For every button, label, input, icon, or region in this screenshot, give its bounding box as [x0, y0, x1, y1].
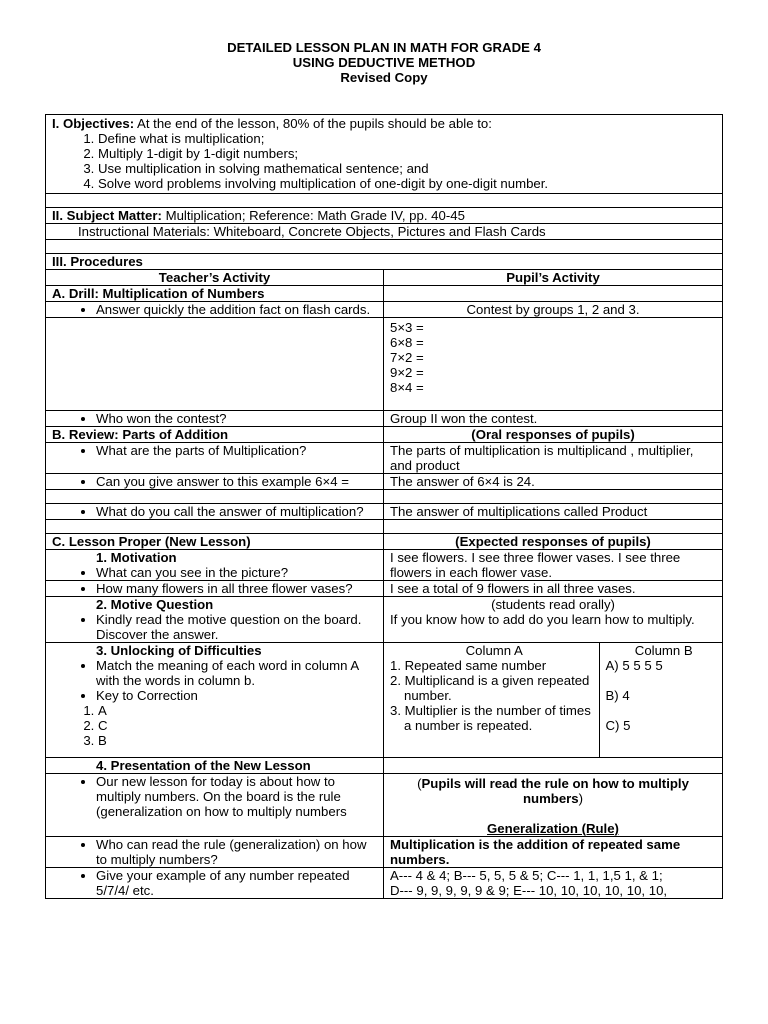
- generalization-rule-heading: Generalization (Rule): [487, 821, 619, 836]
- column-a-header: Column A: [465, 643, 523, 658]
- document-header: [0, 40, 768, 85]
- presentation-question: • Give your example of any number repeated 5/7/4/ etc.: [96, 868, 377, 898]
- drill-question: • Who won the contest?: [96, 411, 377, 426]
- activity-header-row: [46, 270, 723, 286]
- motivation-answer: I see flowers. I see three flower vases. I see three flowers in each flower vase.: [390, 550, 681, 580]
- subject-matter-label: II. Subject Matter:: [52, 208, 162, 223]
- example-answer-line: D--- 9, 9, 9, 9, 9 & 9; E--- 10, 10, 10, 10, 10, 10,: [390, 883, 668, 898]
- pupil-activity-header: Pupil’s Activity: [506, 270, 600, 285]
- review-question: • What are the parts of Multiplication?: [96, 443, 377, 458]
- drill-question: • Answer quickly the addition fact on flash cards.: [96, 302, 377, 317]
- objectives-list: [52, 131, 716, 191]
- objectives-row: [46, 115, 723, 194]
- pupil-rule-instruction: Pupils will read the rule on how to multiply numbers: [421, 776, 689, 806]
- column-b-header: Column B: [634, 643, 693, 658]
- presentation-title: 4. Presentation of the New Lesson: [96, 758, 311, 773]
- presentation-question: • Who can read the rule (generalization) on how to multiply numbers?: [96, 837, 377, 867]
- presentation-statement: • Our new lesson for today is about how to multiply numbers. On the board is the rule (generalization on how to multiply numbers: [96, 774, 377, 819]
- motive-question: • Kindly read the motive question on the board. Discover the answer.: [96, 612, 377, 642]
- motivation-title: 1. Motivation: [96, 550, 177, 565]
- review-pupil-title: (Oral responses of pupils): [471, 427, 635, 442]
- review-answer: The parts of multiplication is multiplicand , multiplier, and product: [390, 443, 694, 473]
- key-item: 1. A: [98, 703, 377, 718]
- matching-columns: [384, 643, 722, 757]
- objectives-intro: At the end of the lesson, 80% of the pupils should be able to:: [134, 116, 492, 131]
- flash-card-fact: 9×2 =: [390, 365, 424, 380]
- unlocking-instruction: • Match the meaning of each word in column A with the words in column b.: [96, 658, 377, 688]
- column-a-item: 3. Multiplier is the number of times a number is repeated.: [390, 703, 591, 733]
- motive-question-title: 2. Motive Question: [96, 597, 214, 612]
- flash-card-fact: 5×3 =: [390, 320, 424, 335]
- key-item: 3. B: [98, 733, 377, 748]
- review-answer: The answer of multiplications called Product: [390, 504, 648, 519]
- paren-close: ): [578, 791, 584, 806]
- review-answer: The answer of 6×4 is 24.: [390, 474, 535, 489]
- review-question: • What do you call the answer of multiplication?: [96, 504, 377, 519]
- objective-item: 1. Define what is multiplication;: [98, 131, 716, 146]
- header-subtitle: USING DEDUCTIVE METHOD: [292, 55, 476, 70]
- drill-answer: Group II won the contest.: [390, 411, 538, 426]
- materials-text: Instructional Materials: Whiteboard, Concrete Objects, Pictures and Flash Cards: [78, 224, 546, 239]
- motive-pupil-note: (students read orally): [491, 597, 615, 612]
- key-item: 2. C: [98, 718, 377, 733]
- subject-matter-text: Multiplication; Reference: Math Grade IV, pp. 40-45: [161, 208, 465, 223]
- flash-card-fact: 7×2 =: [390, 350, 424, 365]
- header-revision: Revised Copy: [340, 70, 428, 85]
- lesson-plan-table: [45, 114, 723, 899]
- key-to-correction: • Key to Correction: [96, 688, 377, 703]
- paren-open: (: [417, 776, 422, 791]
- teacher-activity-header: Teacher’s Activity: [158, 270, 271, 285]
- header-title: DETAILED LESSON PLAN IN MATH FOR GRADE 4: [227, 40, 541, 55]
- lesson-pupil-title: (Expected responses of pupils): [455, 534, 651, 549]
- motivation-answer: I see a total of 9 flowers in all three vases.: [390, 581, 636, 596]
- drill-title: A. Drill: Multiplication of Numbers: [52, 286, 265, 301]
- column-b-item: A) 5 5 5 5: [605, 658, 663, 673]
- procedures-label: III. Procedures: [52, 254, 143, 269]
- key-list: [52, 703, 377, 748]
- column-a-item: 1. Repeated same number: [390, 658, 547, 673]
- subject-matter-row: [46, 208, 723, 224]
- flash-card-fact: 6×8 =: [390, 335, 424, 350]
- multiplication-rule: Multiplication is the addition of repeated same numbers.: [390, 837, 681, 867]
- review-question: • Can you give answer to this example 6×4 =: [96, 474, 377, 489]
- objectives-label: I. Objectives:: [52, 116, 135, 131]
- example-answer-line: A--- 4 & 4; B--- 5, 5, 5 & 5; C--- 1, 1, 1,5 1, & 1;: [390, 868, 663, 883]
- lesson-title: C. Lesson Proper (New Lesson): [52, 534, 251, 549]
- objective-item: 4. Solve word problems involving multiplication of one-digit by one-digit number.: [98, 176, 716, 191]
- unlocking-title: 3. Unlocking of Difficulties: [96, 643, 262, 658]
- materials-row: [46, 224, 723, 240]
- objective-item: 2. Multiply 1-digit by 1-digit numbers;: [98, 146, 716, 161]
- motive-answer: If you know how to add do you learn how to multiply.: [390, 612, 695, 627]
- drill-answer: Contest by groups 1, 2 and 3.: [466, 302, 640, 317]
- motivation-question: • How many flowers in all three flower vases?: [96, 581, 377, 596]
- column-b-item: B) 4: [605, 688, 630, 703]
- review-title: B. Review: Parts of Addition: [52, 427, 229, 442]
- motivation-question: • What can you see in the picture?: [96, 565, 377, 580]
- column-b-item: C) 5: [605, 718, 631, 733]
- column-a-item: 2. Multiplicand is a given repeated number.: [390, 673, 590, 703]
- procedures-row: [46, 254, 723, 270]
- flash-card-fact: 8×4 =: [390, 380, 424, 395]
- objective-item: 3. Use multiplication in solving mathematical sentence; and: [98, 161, 716, 176]
